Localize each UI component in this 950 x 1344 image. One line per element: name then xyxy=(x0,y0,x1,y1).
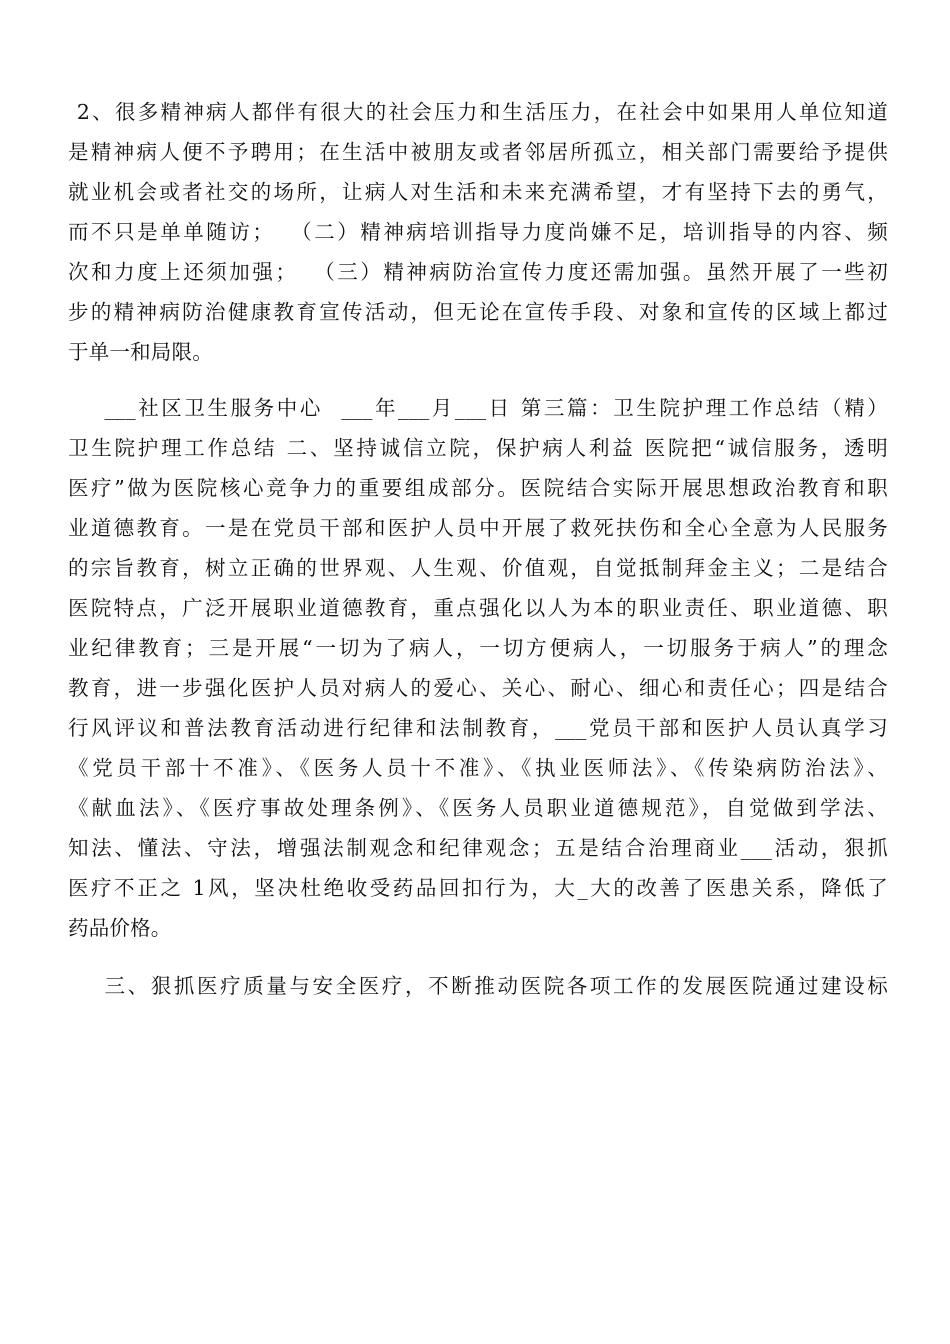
text-line: 药品价格。 xyxy=(68,916,172,940)
text-line: ___社区卫生服务中心 ___年___月___日 第三篇：卫生院护理工作总结（精） xyxy=(68,396,888,420)
paragraph-spacer xyxy=(68,372,888,388)
text-line: 业道德教育。一是在党员干部和医护人员中开展了救死扶伤和全心全意为人民服务 xyxy=(68,516,888,540)
text-line: 业纪律教育；三是开展“一切为了病人，一切方便病人，一切服务于病人”的理念 xyxy=(68,636,888,660)
paragraph-mental-health xyxy=(68,92,888,372)
text-line: 知法、懂法、守法，增强法制观念和纪律观念；五是结合治理商业___活动，狠抓 xyxy=(68,836,888,860)
text-line: 《党员干部十不准》、《医务人员十不准》、《执业医师法》、《传染病防治法》、 xyxy=(68,756,888,780)
text-line: 教育，进一步强化医护人员对病人的爱心、关心、耐心、细心和责任心；四是结合 xyxy=(68,676,888,700)
document-body xyxy=(68,92,888,1006)
paragraph-nursing-summary xyxy=(68,388,888,948)
text-line: 行风评议和普法教育活动进行纪律和法制教育，___党员干部和医护人员认真学习 xyxy=(68,716,888,740)
text-line: 次和力度上还须加强； （三）精神病防治宣传力度还需加强。虽然开展了一些初 xyxy=(68,260,888,284)
text-line: 《献血法》、《医疗事故处理条例》、《医务人员职业道德规范》，自觉做到学法、 xyxy=(68,796,888,820)
text-line: 步的精神病防治健康教育宣传活动，但无论在宣传手段、对象和宣传的区域上都过 xyxy=(68,300,888,324)
text-line: 于单一和局限。 xyxy=(68,340,213,364)
paragraph-spacer xyxy=(68,948,888,966)
text-line: 医院特点，广泛开展职业道德教育，重点强化以人为本的职业责任、职业道德、职 xyxy=(68,596,888,620)
text-line: 就业机会或者社交的场所，让病人对生活和未来充满希望，才有坚持下去的勇气， xyxy=(68,180,888,204)
text-line: 三、狠抓医疗质量与安全医疗，不断推动医院各项工作的发展医院通过建设标 xyxy=(68,974,888,998)
text-line: 2、很多精神病人都伴有很大的社会压力和生活压力，在社会中如果用人单位知道 xyxy=(68,100,888,124)
text-line: 的宗旨教育，树立正确的世界观、人生观、价值观，自觉抵制拜金主义；二是结合 xyxy=(68,556,888,580)
text-line: 卫生院护理工作总结 二、坚持诚信立院，保护病人利益 医院把“诚信服务，透明 xyxy=(68,436,888,460)
paragraph-medical-quality xyxy=(68,966,888,1006)
text-line: 是精神病人便不予聘用；在生活中被朋友或者邻居所孤立，相关部门需要给予提供 xyxy=(68,140,888,164)
text-line: 医疗”做为医院核心竞争力的重要组成部分。医院结合实际开展思想政治教育和职 xyxy=(68,476,888,500)
text-line: 医疗不正之 1风，坚决杜绝收受药品回扣行为，大_大的改善了医患关系，降低了 xyxy=(68,876,888,900)
text-line: 而不只是单单随访； （二）精神病培训指导力度尚嫌不足，培训指导的内容、频 xyxy=(68,220,888,244)
